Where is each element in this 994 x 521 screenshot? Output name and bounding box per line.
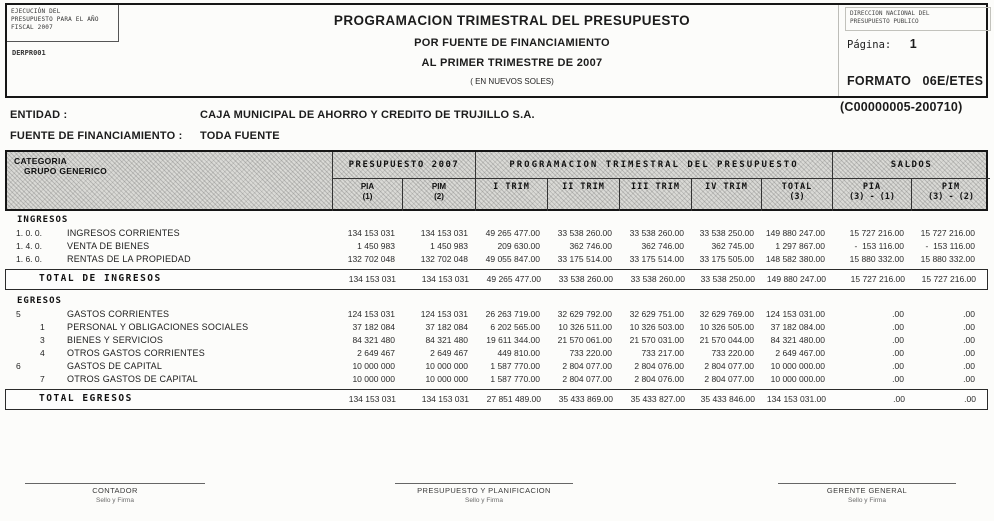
ejecucion-line: PRESUPUESTO PARA EL AÑO [11,16,99,23]
section-row [5,214,988,227]
row-name: RENTAS DE LA PROPIEDAD [67,254,191,264]
value-cell: 2 804 076.00 [634,374,684,384]
value-cell: 32 629 751.00 [629,309,684,319]
table-header [5,150,988,211]
value-cell: 132 702 048 [420,254,468,264]
row-label-cell [5,347,330,360]
value-cell: 49 265 477.00 [485,228,540,238]
column-group-programacion: PROGRAMACION TRIMESTRAL DEL PRESUPUESTO [475,152,832,178]
column-header-total: TOTAL (3) [761,178,832,211]
value-cell: 26 263 719.00 [485,309,540,319]
value-cell: .00 [963,348,975,358]
page-indicator [847,35,917,53]
row-code: 1 [40,322,45,332]
value-cell: 1 297 867.00 [775,241,825,251]
value-cell: 21 570 031.00 [629,335,684,345]
value-cell: 33 175 514.00 [629,254,684,264]
value-cell: 19 611 344.00 [486,335,540,345]
value-cell: 124 153 031.00 [765,309,825,319]
table-row [5,321,988,334]
value-cell: 209 630.00 [497,241,540,251]
value-cell: .00 [964,394,976,404]
row-label-cell [5,214,330,227]
formato-label: FORMATO 06E/ETES [847,74,984,88]
value-cell: 149 880 247.00 [765,228,825,238]
row-code: 7 [40,374,45,384]
row-label-cell [5,360,330,373]
column-group-presupuesto: PRESUPUESTO 2007 [332,152,475,178]
value-cell: .00 [892,309,904,319]
row-label-cell [5,308,330,321]
value-cell: 10 000 000.00 [770,361,825,371]
value-cell: 15 727 216.00 [850,274,905,284]
report-subtitle-trimestre: AL PRIMER TRIMESTRE DE 2007 [421,57,603,69]
column-header-saldo-pim: PIM (3) - (2) [911,178,990,211]
value-cell: 134 153 031 [348,274,396,284]
value-cell: 733 220.00 [711,348,754,358]
value-cell: 1 450 983 [357,241,395,251]
value-cell: 148 582 380.00 [765,254,825,264]
table-row [5,308,988,321]
table-row [5,253,988,266]
value-cell: 2 649 467 [357,348,395,358]
direccion-line: PRESUPUESTO PUBLICO [850,18,919,25]
value-cell: 49 265 477.00 [486,274,541,284]
report-subtitle-fuente: POR FUENTE DE FINANCIAMIENTO [414,37,610,49]
row-code: 4 [40,348,45,358]
row-label-cell [5,227,330,240]
row-name: GASTOS CORRIENTES [67,309,170,319]
value-cell: - 153 116.00 [854,241,904,251]
value-cell: 33 175 505.00 [699,254,754,264]
section-label: EGRESOS [17,296,62,306]
value-cell: 33 538 260.00 [630,274,685,284]
value-cell: .00 [892,335,904,345]
direccion-line: DIRECCION NACIONAL DEL [850,10,930,17]
report-subtitle-moneda: ( EN NUEVOS SOLES) [470,77,554,86]
row-label-cell [5,240,330,253]
row-name: PERSONAL Y OBLIGACIONES SOCIALES [67,322,249,332]
value-cell: 32 629 769.00 [699,309,754,319]
column-header-pia: PIA (1) [332,178,402,211]
fuente-value: TODA FUENTE [200,130,280,142]
value-cell: .00 [892,374,904,384]
row-code: 1. 0. 0. [16,228,42,238]
row-label-cell [5,295,330,308]
row-code: 1. 4. 0. [16,241,42,251]
value-cell: 15 727 216.00 [849,228,904,238]
ejecucion-line: EJECUCIÓN DEL [11,8,61,15]
table-row [5,373,988,386]
value-cell: 2 804 076.00 [634,361,684,371]
value-cell: 10 326 503.00 [629,322,684,332]
value-cell: 15 880 332.00 [920,254,975,264]
value-cell: 35 433 846.00 [700,394,755,404]
value-cell: 10 326 511.00 [558,322,612,332]
row-name: OTROS GASTOS CORRIENTES [67,348,205,358]
value-cell: 449 810.00 [497,348,540,358]
value-cell: 733 220.00 [569,348,612,358]
value-cell: 733 217.00 [641,348,684,358]
value-cell: .00 [963,309,975,319]
value-cell: 84 321 480 [425,335,468,345]
value-cell: .00 [963,335,975,345]
value-cell: 1 587 770.00 [490,374,540,384]
value-cell: 134 153 031 [347,228,395,238]
row-code: 6 [16,361,21,371]
signature-block [25,483,205,504]
value-cell: 27 851 489.00 [486,394,541,404]
value-cell: 33 538 250.00 [700,274,755,284]
value-cell: 10 000 000.00 [770,374,825,384]
row-name: OTROS GASTOS DE CAPITAL [67,374,198,384]
value-cell: .00 [892,348,904,358]
row-label-cell [5,334,330,347]
value-cell: 84 321 480.00 [770,335,825,345]
ejecucion-line: FISCAL 2007 [11,24,53,31]
row-label-cell [5,373,330,386]
value-cell: 134 153 031 [420,228,468,238]
value-cell: 37 182 084.00 [770,322,825,332]
value-cell: 132 702 048 [347,254,395,264]
value-cell: 37 182 084 [425,322,468,332]
row-name: GASTOS DE CAPITAL [67,361,163,371]
table-row [5,334,988,347]
column-header-categoria: CATEGORIA GRUPO GENERICO [14,156,108,176]
value-cell: 32 629 792.00 [557,309,612,319]
value-cell: .00 [893,394,905,404]
value-cell: 15 727 216.00 [921,274,976,284]
row-label-cell [5,321,330,334]
value-cell: 37 182 084 [352,322,395,332]
section-label: INGRESOS [17,215,69,225]
value-cell: 2 649 467.00 [775,348,825,358]
value-cell: 149 880 247.00 [766,274,826,284]
value-cell: 49 055 847.00 [485,254,540,264]
value-cell: 6 202 565.00 [490,322,540,332]
row-name: BIENES Y SERVICIOS [67,335,164,345]
header-right-divider [838,5,839,96]
total-row [5,389,988,410]
value-cell: 362 746.00 [569,241,612,251]
ejecucion-box [7,5,119,42]
total-row [5,269,988,290]
report-header-band [5,3,988,98]
value-cell: 33 538 260.00 [557,228,612,238]
value-cell: 33 175 514.00 [557,254,612,264]
value-cell: 2 804 077.00 [704,361,754,371]
table-body [5,212,988,415]
value-cell: 35 433 827.00 [630,394,685,404]
signature-title: GERENTE GENERAL [826,486,908,495]
value-cell: 33 538 250.00 [699,228,754,238]
column-header-trim1: I TRIM [475,178,547,211]
signature-subtitle: Sello y Firma [96,497,134,504]
value-cell: 124 153 031 [347,309,395,319]
row-label-cell [6,390,331,409]
signature-title: PRESUPUESTO Y PLANIFICACION [417,486,551,495]
value-cell: 33 538 260.00 [558,274,613,284]
value-cell: .00 [963,374,975,384]
signature-title: CONTADOR [92,486,138,495]
value-cell: 2 804 077.00 [704,374,754,384]
table-row [5,347,988,360]
signature-subtitle: Sello y Firma [848,497,886,504]
row-code: 5 [16,309,21,319]
fuente-label: FUENTE DE FINANCIAMIENTO : [10,130,183,142]
column-header-trim2: II TRIM [547,178,619,211]
column-header-trim3: III TRIM [619,178,691,211]
total-label: TOTAL DE INGRESOS [39,273,162,284]
value-cell: 362 745.00 [711,241,754,251]
page-number: 1 [909,37,917,51]
signature-block [778,483,956,504]
value-cell: 1 587 770.00 [490,361,540,371]
entidad-label: ENTIDAD : [10,109,68,121]
row-code: 3 [40,335,45,345]
value-cell: 21 570 061.00 [557,335,612,345]
value-cell: 124 153 031 [420,309,468,319]
page-label: Página: [847,39,892,51]
value-cell: 1 450 983 [430,241,468,251]
value-cell: 33 538 260.00 [629,228,684,238]
total-label: TOTAL EGRESOS [39,393,133,404]
value-cell: - 153 116.00 [925,241,975,251]
value-cell: 10 000 000 [352,374,395,384]
value-cell: .00 [963,322,975,332]
value-cell: 2 649 467 [430,348,468,358]
value-cell: 134 153 031 [348,394,396,404]
column-header-pim: PIM (2) [402,178,475,211]
value-cell: 2 804 077.00 [562,361,612,371]
value-cell: 10 000 000 [425,374,468,384]
report-code: DERPR001 [12,49,46,57]
value-cell: 15 727 216.00 [920,228,975,238]
report-title: PROGRAMACION TRIMESTRAL DEL PRESUPUESTO [333,13,691,28]
value-cell: .00 [892,322,904,332]
table-row [5,240,988,253]
value-cell: 15 880 332.00 [849,254,904,264]
table-row [5,360,988,373]
value-cell: 362 746.00 [641,241,684,251]
row-label-cell [6,270,331,289]
value-cell: .00 [963,361,975,371]
value-cell: 134 153 031 [421,394,469,404]
report-titles [157,13,867,86]
row-name: INGRESOS CORRIENTES [67,228,180,238]
value-cell: 134 153 031.00 [766,394,826,404]
column-header-saldo-pia: PIA (3) - (1) [832,178,911,211]
value-cell: 134 153 031 [421,274,469,284]
column-header-trim4: IV TRIM [691,178,761,211]
value-cell: 21 570 044.00 [699,335,754,345]
row-label-cell [5,253,330,266]
value-cell: 84 321 480 [352,335,395,345]
section-row [5,295,988,308]
value-cell: 35 433 869.00 [558,394,613,404]
value-cell: .00 [892,361,904,371]
value-cell: 10 326 505.00 [699,322,754,332]
signature-block [395,483,573,504]
value-cell: 10 000 000 [425,361,468,371]
value-cell: 10 000 000 [352,361,395,371]
table-row [5,227,988,240]
row-code: 1. 6. 0. [16,254,42,264]
entidad-value: CAJA MUNICIPAL DE AHORRO Y CREDITO DE TRUJILLO S.A. [200,109,535,121]
direccion-box [845,7,991,31]
formato-code: (C00000005-200710) [840,100,963,114]
column-group-saldos: SALDOS [832,152,990,178]
row-name: VENTA DE BIENES [67,241,150,251]
signature-subtitle: Sello y Firma [465,497,503,504]
value-cell: 2 804 077.00 [562,374,612,384]
